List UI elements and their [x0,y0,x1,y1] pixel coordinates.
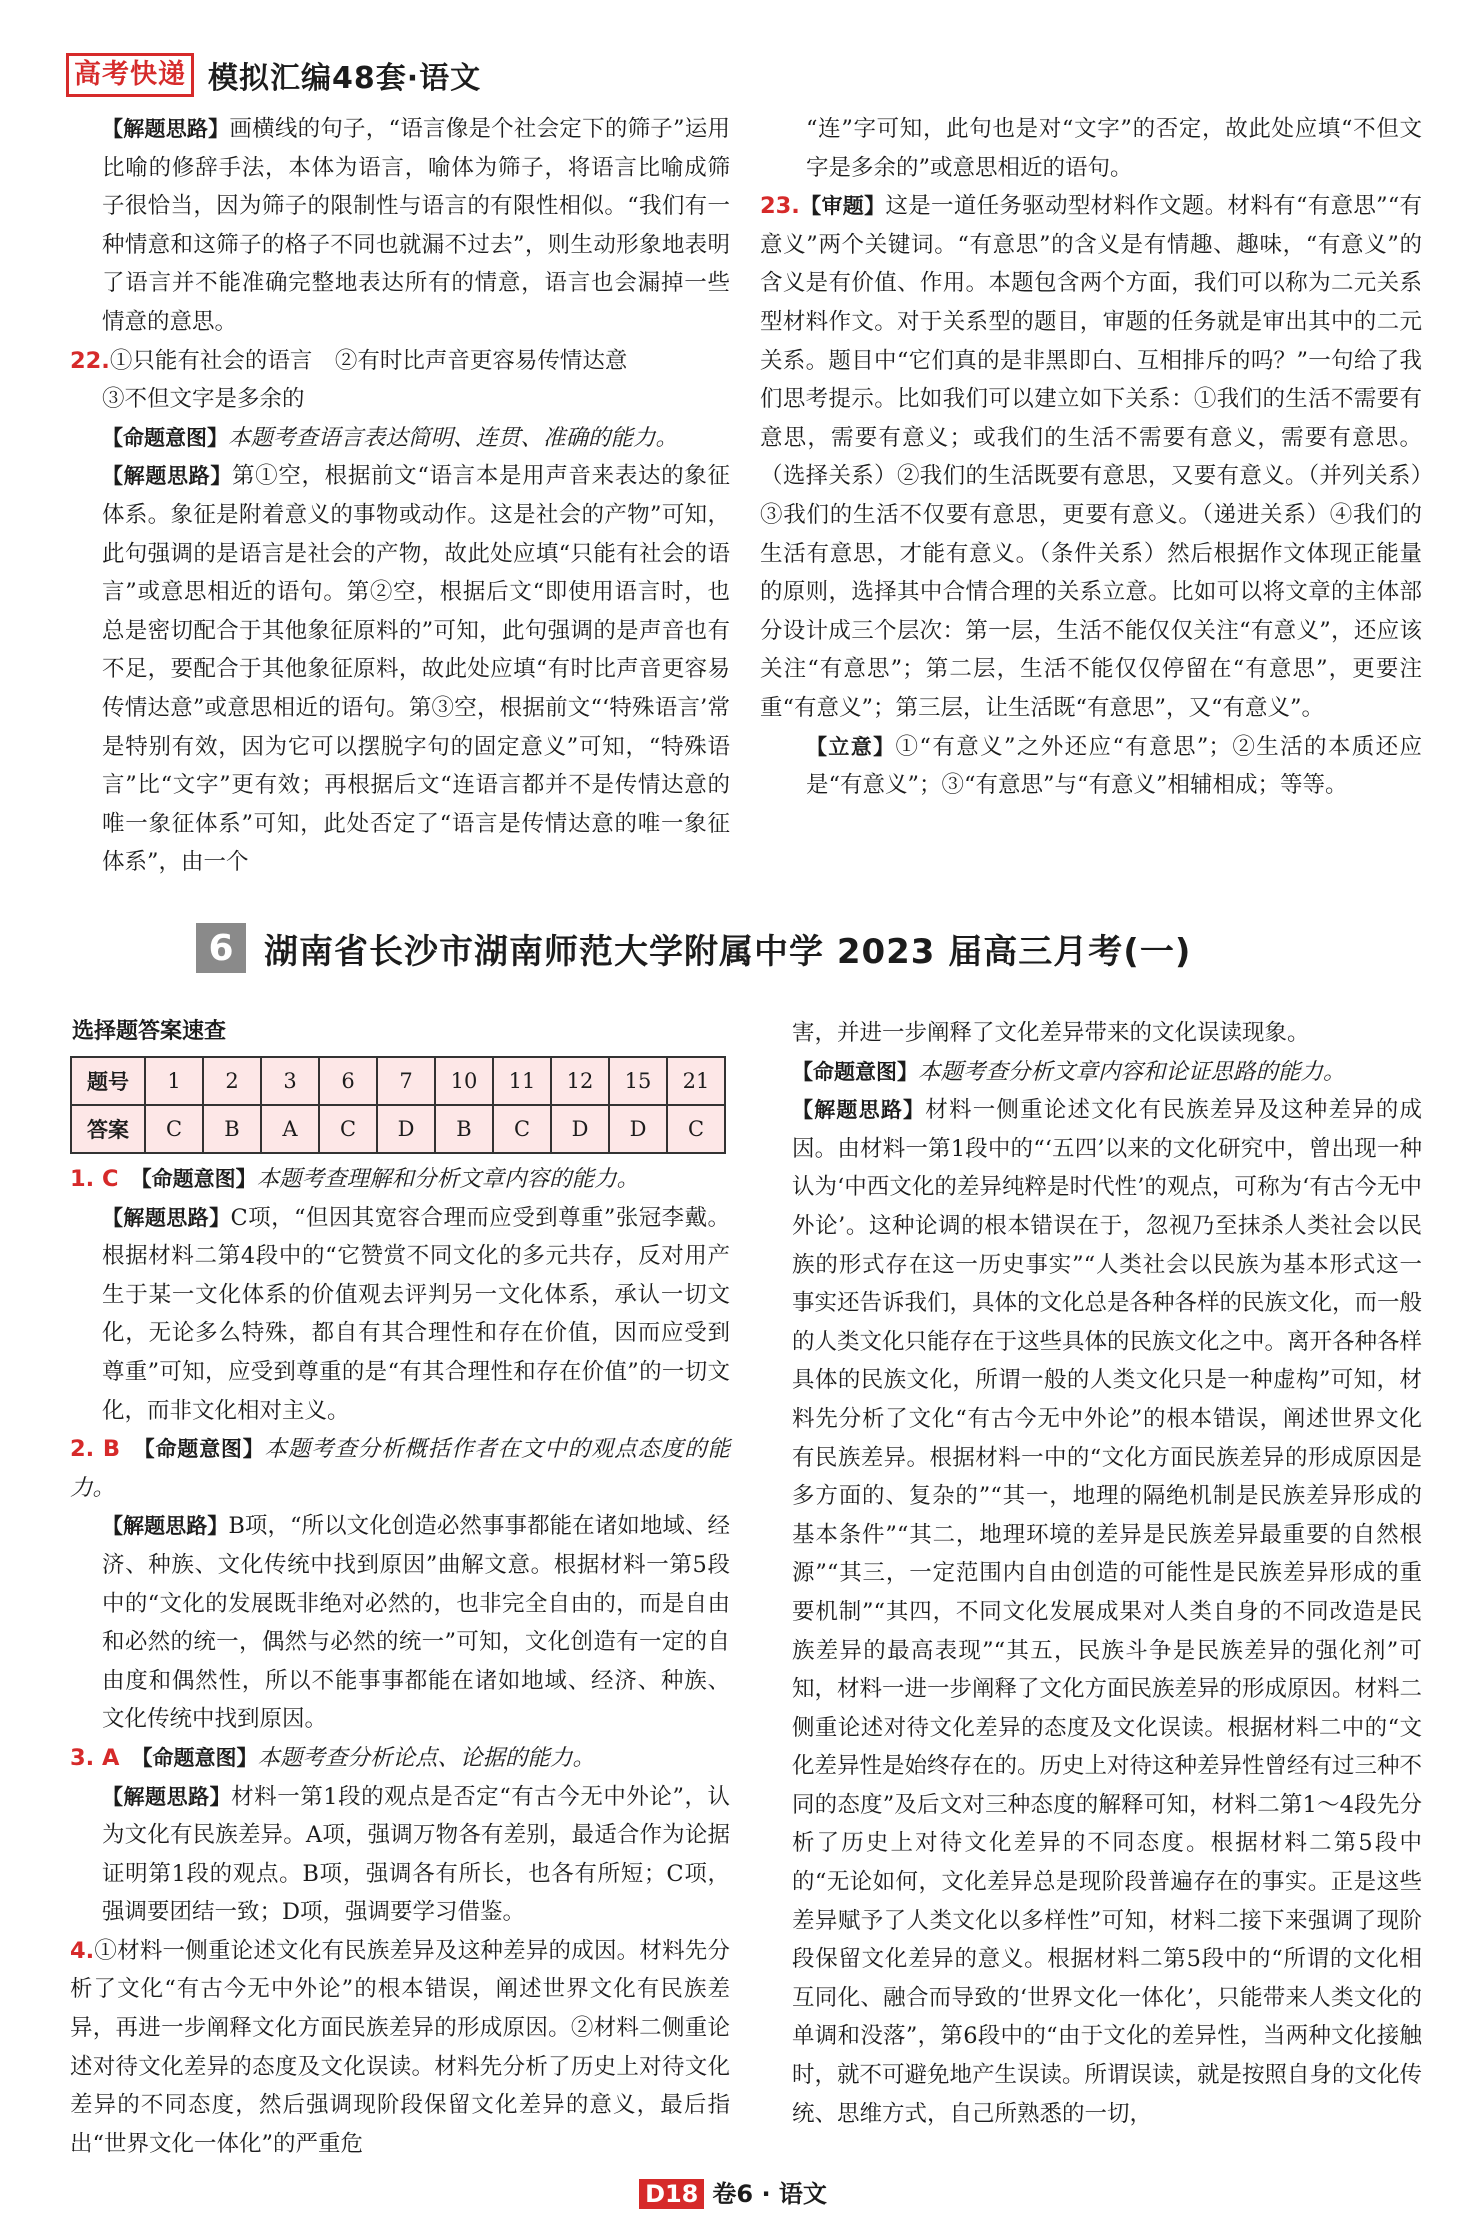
book-subtitle: 模拟汇编48套·语文 [208,61,482,96]
q22-analysis: 第①空，根据前文“语言本是用声音来表达的象征体系。象征是附着意义的事物或动作。这是社会的产物”可知，此句强调的是语言是社会的产物，故此处应填“只能有社会的语言”或意思相近的语句。第②空，根据后文“即使用语言时，也总是密切配合于其他象征原料的”可知，此句强调的是声音也有不足，要配合于其他象征原料，故此处应填“有时比声音更容易传情达意”或意思相近的语句。第③空，根据前文“‘特殊语言’常是特别有效，因为它可以摆脱字句的固定意义”可知，“特殊语言”比“文字”更有效；再根据后文“连语言都并不是传情达意的唯一象征体系”可知，此处否定了“语言是传情达意的唯一象征体系”，由一个 [102,463,730,876]
intent-tag: 【命题意图】 [144,1437,265,1462]
q-answer: C [319,1105,377,1153]
intent-tag: 【命题意图】 [141,1167,257,1191]
q-number: 2 [203,1057,261,1105]
q-number: 12 [551,1057,609,1105]
q2-intent: 本题考查分析概括作者在文中的观点态度的能力。 [70,1436,730,1501]
answer-table-label: 选择题答案速查 [72,1019,227,1044]
q-number: 7 [377,1057,435,1105]
right-top-column [760,110,1422,805]
q-number: 11 [493,1057,551,1105]
answer-table [70,1056,726,1154]
q4-intent: 本题考查分析文章内容和论证思路的能力。 [918,1058,1346,1085]
left-bottom-column [70,1160,730,2163]
q-number: 15 [609,1057,667,1105]
review-tag: 【审题】 [799,194,886,219]
q-answer: D [609,1105,667,1153]
q4-number: 4. [70,1937,95,1964]
q-number: 1 [145,1057,203,1105]
q3-intent: 本题考查分析论点、论据的能力。 [257,1744,595,1771]
q21-analysis: 画横线的句子，“语言像是个社会定下的筛子”运用比喻的修辞手法，本体为语言，喻体为筛子，将语言比喻成筛子很恰当，因为筛子的限制性与语言的有限性相似。“我们有一种情意和这筛子的格子不同也就漏不过去”，则生动形象地表明了语言并不能准确完整地表达所有的情意，语言也会漏掉一些情意的意思。 [102,116,730,335]
q4-analysis: 材料一侧重论述文化有民族差异及这种差异的成因。由材料一第1段中的“‘五四’以来的文化研究中，曾出现一种认为‘中西文化的差异纯粹是时代性’的观点，可称为‘有古今无中外论’。这种论调的根本错误在于，忽视乃至抹杀人类社会以民族的形式存在这一历史事实”“人类社会以民族为基本形式这一事实还告诉我们，具体的文化总是各种各样的民族文化，而一般的人类文化只能存在于这些具体的民族文化之中。离开各种各样具体的民族文化，所谓一般的人类文化只是一种虚构”可知，材料先分析了文化“有古今无中外论”的根本错误，阐述世界文化有民族差异。根据材料一中的“文化方面民族差异的形成原因是多方面的、复杂的”“其一，地理的隔绝机制是民族差异形成的基本条件”“其二，地理环境的差异是民族差异最重要的自然根源”“其三，一定范围内自由创造的可能性是民族差异形成的重要机制”“其四，不同文化发展成果对人类自身的不同改造是民族差异的最高表现”“其五，民族斗争是民族差异的强化剂”可知，材料一进一步阐释了文化方面民族差异的形成原因。材料二侧重论述对待文化差异的态度及文化误读。根据材料二中的“文化差异性是始终存在的。历史上对待这种差异性曾经有过三种不同的态度”及后文对三种态度的解释可知，材料二第1～4段先分析了历史上对待文化差异的不同态度。根据材料二第5段中的“无论如何，文化差异总是现阶段普遍存在的事实。正是这些差异赋予了人类文化以多样性”可知，材料二接下来强调了现阶段保留文化差异的意义。根据材料二第5段中的“所谓的文化相互同化、融合而导致的‘世界文化一体化’，只能带来人类文化的单调和没落”，第6段中的“由于文化的差异性，当两种文化接触时，就不可避免地产生误读。所谓误读，就是按照自身的文化传统、思维方式，自己所熟悉的一切， [792,1097,1423,2127]
q-number: 3 [261,1057,319,1105]
q4-answer-cont: 害，并进一步阐释了文化差异带来的文化误读现象。 [792,1020,1310,1046]
brand-logo: 高考快递 [66,53,194,97]
page-header [66,50,481,100]
q22-intent: 本题考查语言表达简明、连贯、准确的能力。 [228,424,679,451]
left-top-column [70,110,730,882]
q22-analysis-cont: “连”字可知，此句也是对“文字”的否定，故此处应填“不但文字是多余的”或意思相近的语句。 [806,116,1422,181]
answer-table-answers-row [71,1105,725,1153]
page-footer [0,2174,1466,2209]
q-number: 21 [667,1057,725,1105]
row-label-number: 题号 [71,1057,145,1105]
q-answer: A [261,1105,319,1153]
q22-answer-line2: ③不但文字是多余的 [102,386,305,413]
q1-number: 1. C [70,1166,119,1192]
row-label-answer: 答案 [71,1105,145,1153]
q-answer: C [145,1105,203,1153]
q4-answer: ①材料一侧重论述文化有民族差异及这种差异的成因。材料先分析了文化“有古今无中外论”的根本错误，阐述世界文化有民族差异，再进一步阐释文化方面民族差异的形成原因。②材料二侧重论述对待文化差异的态度及文化误读。材料先分析了历史上对待文化差异的不同态度，然后强调现阶段保留文化差异的意义，最后指出“世界文化一体化”的严重危 [70,1937,730,2157]
q-answer: D [551,1105,609,1153]
analysis-tag: 【解题思路】 [792,1098,926,1123]
intent-tag: 【命题意图】 [102,425,228,450]
q1-analysis: C项，“但因其宽容合理而应受到尊重”张冠李戴。根据材料二第4段中的“它赞赏不同文化的多元共存，反对用产生于某一文化体系的价值观去评判另一文化体系，承认一切文化，无论多么特殊，都自有其合理性和存在价值，因而应受到尊重”可知，应受到尊重的是“有其合理性和存在价值”的一切文化，而非文化相对主义。 [102,1204,730,1424]
q-answer: B [435,1105,493,1153]
right-bottom-column [760,1014,1422,2133]
q2-number: 2. B [70,1436,120,1463]
footer-text: 卷6 · 语文 [712,2180,827,2208]
analysis-tag: 【解题思路】 [102,1205,231,1230]
q2-analysis: B项，“所以文化创造必然事事都能在诸如地域、经济、种族、文化传统中找到原因”曲解文意。根据材料一第5段中的“文化的发展既非绝对必然的，也非完全自由的，而是自由和必然的统一，偶然与必然的统一”可知，文化创造有一定的自由度和偶然性，所以不能事事都能在诸如地域、经济、种族、文化传统中找到原因。 [102,1513,730,1733]
section-number: 6 [196,923,246,973]
analysis-tag: 【解题思路】 [102,117,230,141]
q-answer: B [203,1105,261,1153]
q1-intent: 本题考查理解和分析文章内容的能力。 [256,1166,640,1192]
analysis-tag: 【解题思路】 [102,1784,232,1809]
intent-tag: 【命题意图】 [141,1745,258,1770]
analysis-tag: 【解题思路】 [102,464,232,489]
q-answer: C [493,1105,551,1153]
q-answer: D [377,1105,435,1153]
analysis-tag: 【解题思路】 [102,1514,229,1539]
intent-tag: 【命题意图】 [792,1059,918,1084]
section-heading: 湖南省长沙市湖南师范大学附属中学 2023 届高三月考(一) [264,931,1192,972]
q-number: 6 [319,1057,377,1105]
q22-number: 22. [70,347,110,374]
q-number: 10 [435,1057,493,1105]
q23-number: 23. [760,193,800,220]
idea-tag: 【立意】 [806,734,896,759]
q22-answer-line1: ①只能有社会的语言 ②有时比声音更容易传情达意 [109,347,628,374]
section-title [196,918,1296,978]
q3-number: 3. A [70,1744,120,1771]
q3-analysis: 材料一第1段的观点是否定“有古今无中外论”，认为文化有民族差异。A项，强调万物各有差别，最适合作为论据证明第1段的观点。B项，强调各有所长，也各有所短；C项，强调要团结一致；D项，强调要学习借鉴。 [102,1783,731,1926]
q23-idea: ①“有意义”之外还应“有意思”；②生活的本质还应是“有意义”；③“有意思”与“有意义”相辅相成；等等。 [806,733,1423,799]
page-number: D18 [639,2179,704,2209]
q23-review: 这是一道任务驱动型材料作文题。材料有“有意思”“有意义”两个关键词。“有意思”的含义是有情趣、趣味，“有意义”的含义是有价值、作用。本题包含两个方面，我们可以称为二元关系型材料作文。对于关系型的题目，审题的任务就是审出其中的二元关系。题目中“它们真的是非黑即白、互相排斥的吗？”一句给了我们思考提示。比如我们可以建立如下关系：①我们的生活不需要有意思，需要有意义；或我们的生活不需要有意义，需要有意思。（选择关系）②我们的生活既要有意思，又要有意义。（并列关系）③我们的生活不仅要有意思，更要有意义。（递进关系）④我们的生活有意思，才能有意义。（条件关系）然后根据作文体现正能量的原则，选择其中合情合理的关系立意。比如可以将文章的主体部分设计成三个层次：第一层，生活不能仅仅关注“有意义”，还应该关注“有意思”；第二层，生活不能仅仅停留在“有意思”，更要注重“有意义”；第三层，让生活既“有意思”，又“有意义”。 [760,193,1423,721]
answer-table-numbers-row [71,1057,725,1105]
q-answer: C [667,1105,725,1153]
